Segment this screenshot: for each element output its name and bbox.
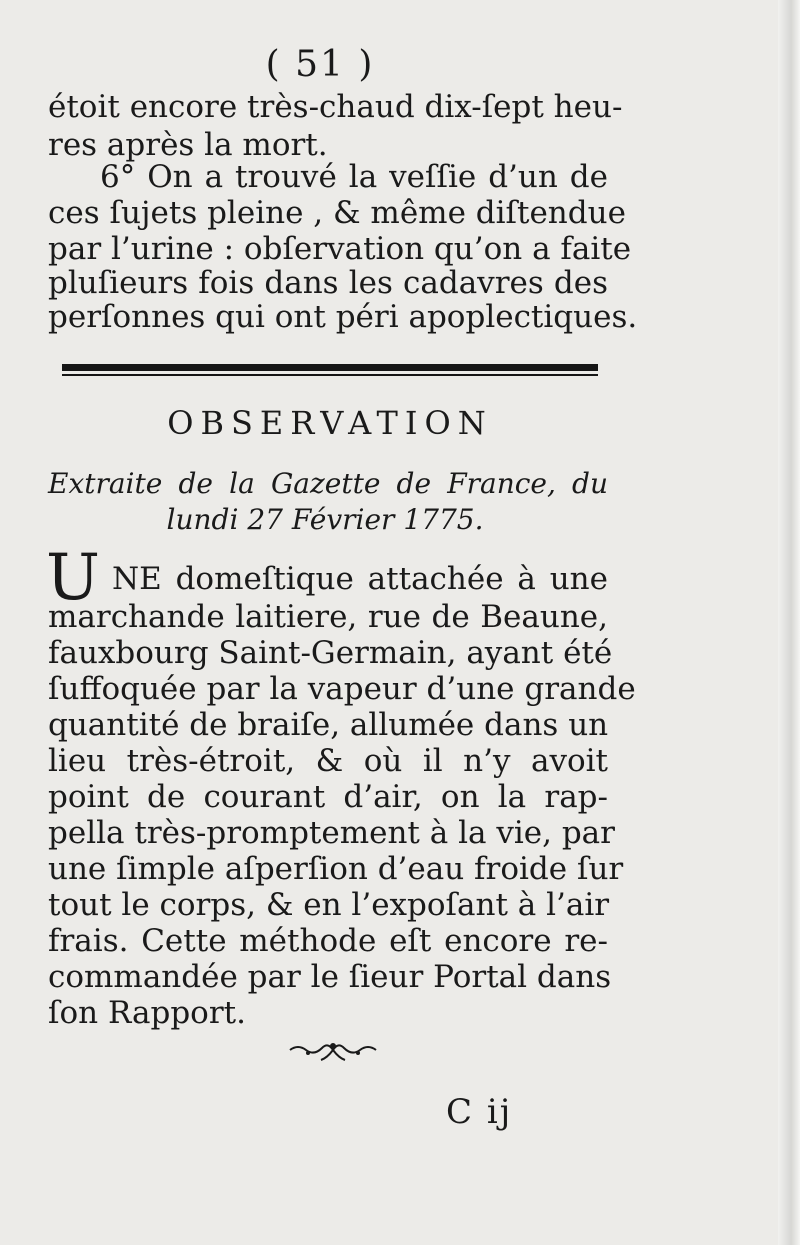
text-line: tout le corps, & en l’expoſant à l’air [48,887,610,923]
text-line: ces ſujets pleine , & même diſtendue [48,195,626,231]
text-line: étoit encore très-chaud dix-ſept heu- [48,89,623,125]
signature-mark: C ij [446,1092,513,1132]
text-line: point de courant d’air, on la rap- [48,779,608,815]
text-line: ſuffoquée par la vapeur d’une grande [48,671,636,707]
subtitle-line: lundi 27 Février 1775. [166,503,484,536]
page-number: ( 51 ) [265,44,375,85]
text-line: marchande laitiere, rue de Beaune, [48,599,608,635]
text-line: fauxbourg Saint-Germain, ayant été [48,635,613,671]
text-line: quantité de braiſe, allumée dans un [48,707,609,743]
text-line: pluſieurs fois dans les cadavres des [48,265,608,301]
text-line: frais. Cette méthode eſt encore re- [48,923,608,959]
text-line: pella très-promptement à la vie, par [48,815,615,851]
text-line: perſonnes qui ont péri apoplectiques. [48,299,638,335]
section-heading: OBSERVATION [167,404,493,442]
text-line: 6° On a trouvé la veſſie d’un de [100,159,608,195]
text-line: commandée par le ſieur Portal dans [48,959,612,995]
ornament-flourish [288,1034,378,1064]
text-line: NE domeſtique attachée à une [112,561,608,597]
text-line: ſon Rapport. [48,995,246,1031]
page-edge [778,0,800,1245]
text-line: une ſimple aſperſion d’eau froide ſur [48,851,624,887]
double-rule [62,364,598,376]
text-line: lieu très-étroit, & où il n’y avoit [48,743,608,779]
drop-cap: U [46,541,100,615]
subtitle-line: Extraite de la Gazette de France, du [48,467,608,500]
text-line: res après la mort. [48,127,328,163]
text-line: par l’urine : obſervation qu’on a faite [48,231,632,267]
